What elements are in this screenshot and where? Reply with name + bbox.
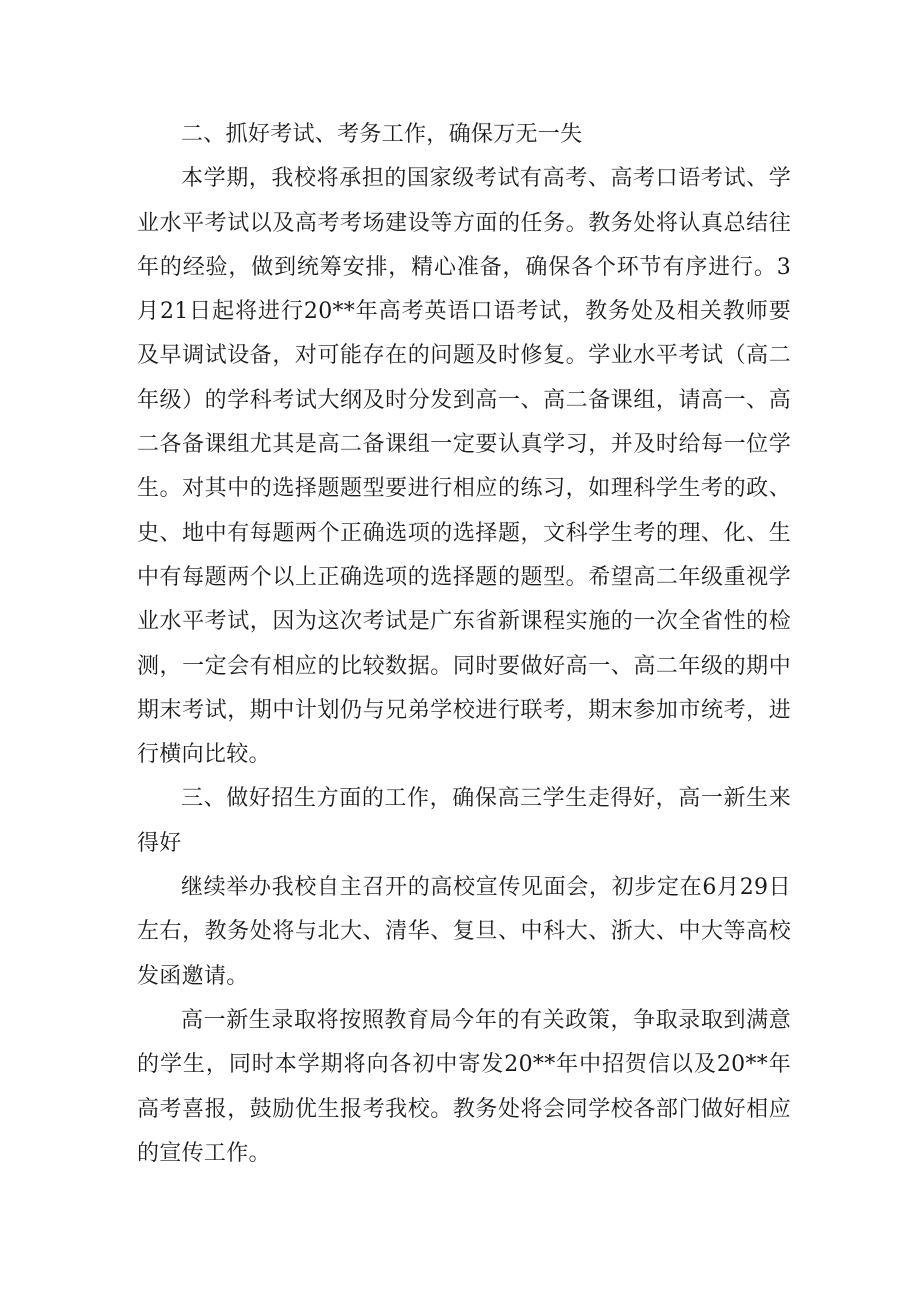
paragraph-college-fair: 继续举办我校自主召开的高校宣传见面会，初步定在6月29日左右，教务处将与北大、清华、复旦、中科大、浙大、中大等高校发函邀请。 — [137, 875, 791, 989]
paragraph-exams: 本学期，我校将承担的国家级考试有高考、高考口语考试、学业水平考试以及高考考场建设等方面的任务。教务处将认真总结往年的经验，做到统筹安排，精心准备，确保各个环节有序进行。3月21日起将进行20**年高考英语口语考试，教务处及相关教师要及早调试设备，对可能存在的问题及时修复。学业水平考试（高二年级）的学科考试大纲及时分发到高一、高二备课组，请高一、高二各备课组尤其是高二备课组一定要认真学习，并及时给每一位学生。对其中的选择题题型要进行相应的练习，如理科学生考的政、史、地中有每题两个正确选项的选择题，文科学生考的理、化、生中有每题两个以上正确选项的选择题的题型。希望高二年级重视学业水平考试，因为这次考试是广东省新课程实施的一次全省性的检测，一定会有相应的比较数据。同时要做好高一、高二年级的期中期末考试，期中计划仍与兄弟学校进行联考，期末参加市统考，进行横向比较。 — [137, 166, 791, 768]
section-heading-3: 三、做好招生方面的工作，确保高三学生走得好，高一新生来得好 — [137, 786, 791, 856]
paragraph-admissions: 高一新生录取将按照教育局今年的有关政策，争取录取到满意的学生，同时本学期将向各初中寄发20**年中招贺信以及20**年高考喜报，鼓励优生报考我校。教务处将会同学校各部门做好相应的宣传工作。 — [137, 1007, 791, 1166]
document-body — [137, 113, 791, 1176]
section-heading-2: 二、抓好考试、考务工作，确保万无一失 — [181, 122, 583, 147]
